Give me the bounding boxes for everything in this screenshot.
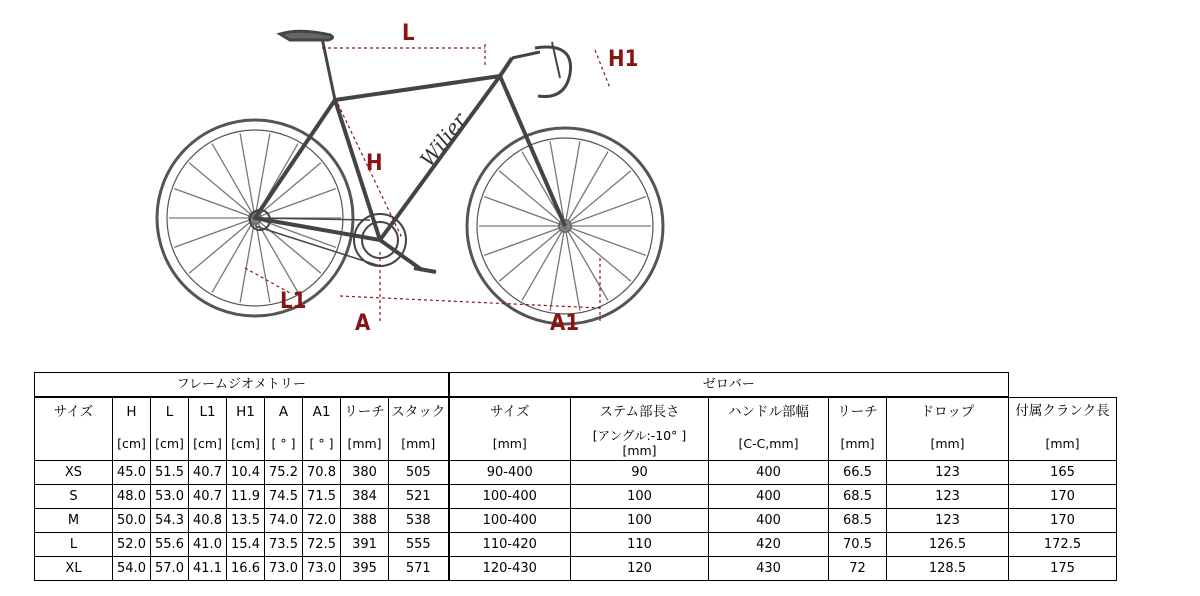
wheel-spoke xyxy=(174,218,255,247)
table-cell: 555 xyxy=(389,533,449,557)
label-L: L xyxy=(402,21,415,46)
table-cell: 40.7 xyxy=(189,485,227,509)
table-cell: 110 xyxy=(571,533,709,557)
table-cell: 170 xyxy=(1009,509,1117,533)
unit-cell: [cm] xyxy=(189,426,227,461)
column-header: 付属クランク長 xyxy=(1009,397,1117,426)
table-row xyxy=(35,485,1117,509)
column-header: L xyxy=(151,397,189,426)
table-cell: 90-400 xyxy=(449,461,571,485)
table-cell: 165 xyxy=(1009,461,1117,485)
table-cell: 120-430 xyxy=(449,557,571,581)
table-cell: 380 xyxy=(341,461,389,485)
group-zero-bar: ゼロバー xyxy=(449,373,1009,398)
table-row xyxy=(35,461,1117,485)
wheel-spoke xyxy=(255,218,336,247)
column-header: ステム部長さ xyxy=(571,397,709,426)
svg-text:Wilier: Wilier xyxy=(415,108,472,172)
table-cell: 68.5 xyxy=(829,485,887,509)
table-cell: 66.5 xyxy=(829,461,887,485)
column-header: H1 xyxy=(227,397,265,426)
wheel-spoke xyxy=(565,226,646,255)
table-cell: 120 xyxy=(571,557,709,581)
table-cell: S xyxy=(35,485,113,509)
unit-cell: [mm] xyxy=(449,426,571,461)
table-cell: 57.0 xyxy=(151,557,189,581)
label-H: H xyxy=(366,151,383,176)
table-cell: 391 xyxy=(341,533,389,557)
table-cell: 172.5 xyxy=(1009,533,1117,557)
table-cell: 48.0 xyxy=(113,485,151,509)
table-cell: 90 xyxy=(571,461,709,485)
wheel-spoke xyxy=(174,189,255,218)
table-cell: 41.0 xyxy=(189,533,227,557)
table-cell: 40.8 xyxy=(189,509,227,533)
table-cell: 10.4 xyxy=(227,461,265,485)
column-header: L1 xyxy=(189,397,227,426)
table-cell: 41.1 xyxy=(189,557,227,581)
group-frame-geometry: フレームジオメトリー xyxy=(35,373,449,398)
column-header: ハンドル部幅 xyxy=(709,397,829,426)
table-cell: 100-400 xyxy=(449,509,571,533)
wheel-spoke xyxy=(565,171,631,226)
unit-cell: [cm] xyxy=(227,426,265,461)
table-cell: 72.5 xyxy=(303,533,341,557)
table-cell: 54.3 xyxy=(151,509,189,533)
table-cell: 400 xyxy=(709,485,829,509)
label-A1: A1 xyxy=(550,311,580,336)
column-header: サイズ xyxy=(449,397,571,426)
table-cell: 388 xyxy=(341,509,389,533)
column-header: リーチ xyxy=(829,397,887,426)
table-cell: 384 xyxy=(341,485,389,509)
column-header: A1 xyxy=(303,397,341,426)
table-cell: 74.0 xyxy=(265,509,303,533)
table-cell: 100 xyxy=(571,485,709,509)
table-cell: 75.2 xyxy=(265,461,303,485)
table-cell: 420 xyxy=(709,533,829,557)
unit-cell: [mm] xyxy=(389,426,449,461)
table-cell: 73.0 xyxy=(265,557,303,581)
table-cell: 52.0 xyxy=(113,533,151,557)
table-cell: 55.6 xyxy=(151,533,189,557)
table-cell: XL xyxy=(35,557,113,581)
table-cell: 170 xyxy=(1009,485,1117,509)
column-header: ドロップ xyxy=(887,397,1009,426)
table-cell: XS xyxy=(35,461,113,485)
wheel-spoke xyxy=(499,226,565,281)
table-cell: 395 xyxy=(341,557,389,581)
unit-cell: [cm] xyxy=(113,426,151,461)
unit-cell xyxy=(35,426,113,461)
table-cell: 571 xyxy=(389,557,449,581)
table-cell: 70.8 xyxy=(303,461,341,485)
table-cell: 100 xyxy=(571,509,709,533)
label-A: A xyxy=(355,311,371,336)
unit-cell: [mm] xyxy=(341,426,389,461)
table-cell: 13.5 xyxy=(227,509,265,533)
table-cell: 53.0 xyxy=(151,485,189,509)
table-cell: 126.5 xyxy=(887,533,1009,557)
table-cell: 40.7 xyxy=(189,461,227,485)
wheel-spoke xyxy=(484,226,565,255)
unit-cell: [ ° ] xyxy=(265,426,303,461)
table-cell: M xyxy=(35,509,113,533)
table-cell: 45.0 xyxy=(113,461,151,485)
wheel-spoke xyxy=(189,163,255,218)
unit-cell: [ ° ] xyxy=(303,426,341,461)
column-header: リーチ xyxy=(341,397,389,426)
blank-cell xyxy=(1009,373,1117,398)
unit-cell: [mm] xyxy=(887,426,1009,461)
wheel-spoke xyxy=(565,226,631,281)
table-cell: 72 xyxy=(829,557,887,581)
table-row xyxy=(35,557,1117,581)
table-cell: 521 xyxy=(389,485,449,509)
unit-cell: [mm] xyxy=(829,426,887,461)
table-cell: L xyxy=(35,533,113,557)
table-cell: 68.5 xyxy=(829,509,887,533)
table-cell: 123 xyxy=(887,509,1009,533)
table-cell: 73.0 xyxy=(303,557,341,581)
table-cell: 123 xyxy=(887,461,1009,485)
unit-cell: [mm] xyxy=(1009,426,1117,461)
table-row xyxy=(35,509,1117,533)
table-cell: 51.5 xyxy=(151,461,189,485)
table-cell: 400 xyxy=(709,461,829,485)
unit-cell: [cm] xyxy=(151,426,189,461)
column-header: A xyxy=(265,397,303,426)
table-cell: 73.5 xyxy=(265,533,303,557)
table-row xyxy=(35,533,1117,557)
table-cell: 70.5 xyxy=(829,533,887,557)
table-cell: 54.0 xyxy=(113,557,151,581)
unit-cell: [アングル:-10° ] [mm] xyxy=(571,426,709,461)
column-header: H xyxy=(113,397,151,426)
table-cell: 400 xyxy=(709,509,829,533)
column-header: スタック xyxy=(389,397,449,426)
table-cell: 50.0 xyxy=(113,509,151,533)
table-cell: 538 xyxy=(389,509,449,533)
wheel-spoke xyxy=(189,218,255,273)
bike-geometry-figure xyxy=(140,8,700,344)
column-header: サイズ xyxy=(35,397,113,426)
wheel-spoke xyxy=(565,197,646,226)
table-cell: 16.6 xyxy=(227,557,265,581)
table-cell: 72.0 xyxy=(303,509,341,533)
table-cell: 100-400 xyxy=(449,485,571,509)
table-cell: 430 xyxy=(709,557,829,581)
table-cell: 74.5 xyxy=(265,485,303,509)
unit-cell: [C-C,mm] xyxy=(709,426,829,461)
table-cell: 71.5 xyxy=(303,485,341,509)
geometry-table xyxy=(34,372,1117,581)
label-H1: H1 xyxy=(608,47,639,72)
table-cell: 123 xyxy=(887,485,1009,509)
label-L1: L1 xyxy=(280,289,307,314)
table-cell: 128.5 xyxy=(887,557,1009,581)
table-cell: 11.9 xyxy=(227,485,265,509)
table-cell: 110-420 xyxy=(449,533,571,557)
table-cell: 505 xyxy=(389,461,449,485)
table-cell: 15.4 xyxy=(227,533,265,557)
table-cell: 175 xyxy=(1009,557,1117,581)
